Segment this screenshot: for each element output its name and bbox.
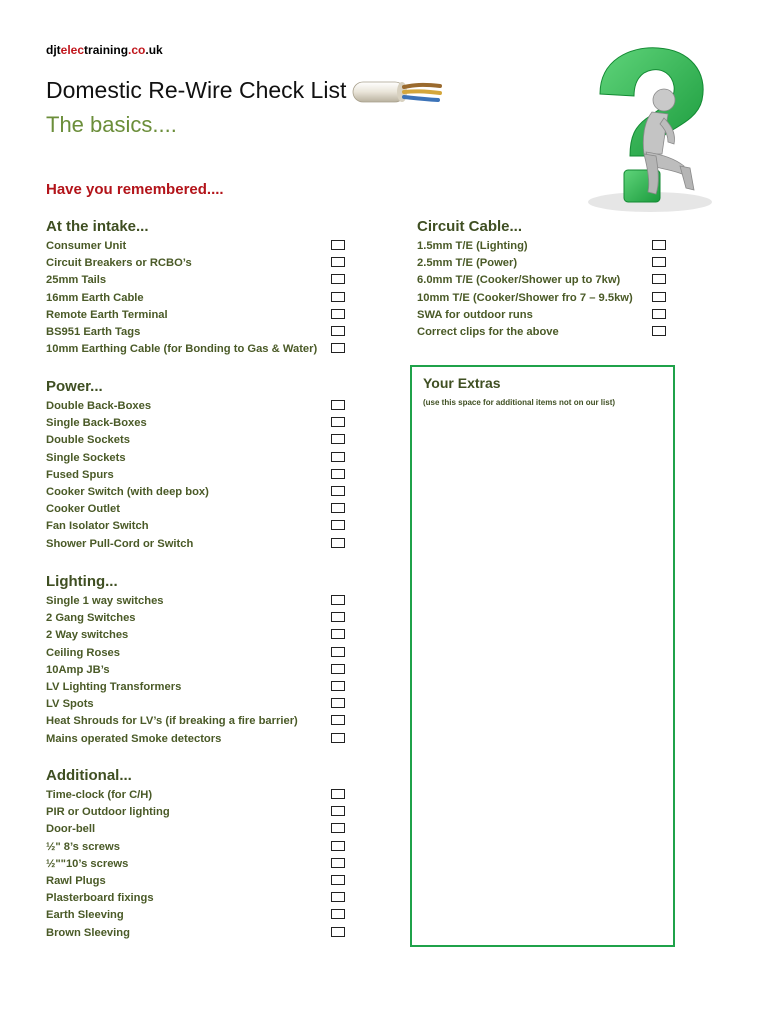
checklist-item (46, 713, 348, 730)
question-mark-figure-icon (578, 42, 723, 217)
item-label: Cooker Outlet (46, 503, 120, 516)
section-lighting (46, 571, 348, 748)
checklist-item (46, 307, 348, 324)
section-heading: Circuit Cable... (417, 218, 523, 235)
item-label: Door-bell (46, 823, 96, 836)
item-label: Shower Pull-Cord or Switch (46, 537, 194, 550)
checklist-item (46, 467, 348, 484)
item-label: Time-clock (for C/H) (46, 789, 153, 801)
checkbox[interactable] (331, 715, 345, 725)
section-power (46, 376, 348, 553)
checkbox[interactable] (331, 595, 345, 605)
checklist-item (46, 787, 348, 804)
section-additional (46, 765, 348, 942)
checklist-item (46, 272, 348, 289)
item-label: Double Sockets (46, 434, 130, 447)
section-heading: At the intake... (46, 218, 149, 235)
item-label: 1.5mm T/E (Lighting) (417, 240, 528, 252)
checklist-item (46, 398, 348, 415)
checklist-item (417, 324, 667, 341)
checklist-item (46, 432, 348, 449)
checkbox[interactable] (331, 927, 345, 937)
checkbox[interactable] (331, 400, 345, 410)
checkbox[interactable] (331, 469, 345, 479)
checklist-item (46, 341, 348, 358)
checkbox[interactable] (331, 520, 345, 530)
item-label: 6.0mm T/E (Cooker/Shower up to 7kw) (417, 274, 621, 287)
section-circuit-cable (417, 216, 667, 341)
section-heading: Power... (46, 378, 103, 395)
checkbox[interactable] (652, 292, 666, 302)
checkbox[interactable] (331, 292, 345, 302)
checklist-item (46, 679, 348, 696)
checklist (417, 238, 667, 341)
reminder-heading: Have you remembered.... (46, 181, 224, 198)
item-label: Brown Sleeving (46, 926, 130, 939)
checklist-item (46, 610, 348, 627)
checklist-item (46, 890, 348, 907)
item-label: Plasterboard fixings (46, 892, 154, 905)
item-label: LV Spots (46, 698, 94, 711)
item-label: Remote Earth Terminal (46, 308, 168, 321)
checkbox[interactable] (331, 875, 345, 885)
checkbox[interactable] (331, 503, 345, 513)
extras-note: (use this space for additional items not on our list) (423, 398, 616, 407)
item-label: Mains operated Smoke detectors (46, 732, 222, 745)
extras-box[interactable] (410, 365, 675, 947)
checkbox[interactable] (331, 486, 345, 496)
checkbox[interactable] (331, 612, 345, 622)
checklist-item (46, 415, 348, 432)
checklist-item (46, 873, 348, 890)
checklist-item (46, 627, 348, 644)
checklist-item (46, 536, 348, 553)
checkbox[interactable] (331, 452, 345, 462)
checklist-item (46, 450, 348, 467)
checkbox[interactable] (331, 841, 345, 851)
checklist (46, 398, 348, 553)
item-label: Fan Isolator Switch (46, 520, 149, 533)
checkbox[interactable] (331, 309, 345, 319)
checkbox[interactable] (331, 417, 345, 427)
item-label: 2 Gang Switches (46, 612, 136, 625)
checkbox[interactable] (331, 892, 345, 902)
checkbox[interactable] (652, 274, 666, 284)
item-label: Heat Shrouds for LV’s (if breaking a fire barrier) (46, 715, 298, 728)
checkbox[interactable] (331, 629, 345, 639)
checklist-item (417, 272, 667, 289)
checklist-item (46, 804, 348, 821)
checklist-item (46, 839, 348, 856)
item-label: Circuit Breakers or RCBO’s (46, 257, 192, 270)
section-intake (46, 216, 348, 358)
checklist-item (417, 307, 667, 324)
checklist-item (417, 238, 667, 255)
checklist-item (46, 925, 348, 942)
item-label: 10mm Earthing Cable (for Bonding to Gas & Water) (46, 343, 318, 356)
item-label: Correct clips for the above (417, 325, 559, 338)
checklist-item (417, 290, 667, 307)
subtitle: The basics.... (46, 112, 177, 137)
item-label: 2.5mm T/E (Power) (417, 257, 518, 270)
checklist-item (46, 593, 348, 610)
checkbox[interactable] (331, 647, 345, 657)
item-label: Single Back-Boxes (46, 417, 147, 430)
checklist-item (46, 821, 348, 838)
item-label: Rawl Plugs (46, 874, 106, 887)
item-label: 16mm Earth Cable (46, 291, 144, 304)
brand-url: djtelectraining.co.uk (46, 43, 163, 57)
cable-icon (352, 78, 444, 106)
checklist-item (46, 662, 348, 679)
item-label: Consumer Unit (46, 240, 127, 252)
checkbox[interactable] (331, 538, 345, 548)
checkbox[interactable] (331, 434, 345, 444)
section-heading: Lighting... (46, 573, 118, 590)
checkbox[interactable] (652, 257, 666, 267)
checklist-item (46, 324, 348, 341)
checkbox[interactable] (331, 698, 345, 708)
checklist-item (46, 856, 348, 873)
checkbox[interactable] (331, 343, 345, 353)
item-label: Cooker Switch (with deep box) (46, 485, 209, 498)
section-heading: Additional... (46, 767, 132, 784)
checkbox[interactable] (652, 240, 666, 250)
item-label: BS951 Earth Tags (46, 325, 141, 338)
item-label: Single 1 way switches (46, 595, 164, 607)
extras-heading: Your Extras (423, 375, 501, 391)
item-label: Ceiling Roses (46, 646, 120, 659)
item-label: Earth Sleeving (46, 909, 124, 922)
checklist (46, 238, 348, 358)
checkbox[interactable] (331, 664, 345, 674)
checkbox[interactable] (331, 858, 345, 868)
item-label: Single Sockets (46, 451, 126, 464)
page-title: Domestic Re-Wire Check List (46, 77, 347, 103)
checkbox[interactable] (331, 733, 345, 743)
checklist (46, 593, 348, 748)
item-label: ½""10’s screws (46, 857, 129, 870)
checklist-item (417, 255, 667, 272)
checklist-item (46, 484, 348, 501)
checklist-item (46, 290, 348, 307)
checkbox[interactable] (652, 309, 666, 319)
checklist-item (46, 518, 348, 535)
item-label: Fused Spurs (46, 468, 114, 481)
checklist-item (46, 696, 348, 713)
item-label: ½" 8’s screws (46, 840, 120, 853)
checkbox[interactable] (331, 789, 345, 799)
checklist-item (46, 645, 348, 662)
item-label: LV Lighting Transformers (46, 680, 182, 693)
checkbox[interactable] (331, 240, 345, 250)
item-label: 2 Way switches (46, 629, 129, 642)
checkbox[interactable] (331, 823, 345, 833)
checkbox[interactable] (331, 257, 345, 267)
item-label: 25mm Tails (46, 274, 107, 287)
checklist-item (46, 238, 348, 255)
checklist-item (46, 907, 348, 924)
item-label: PIR or Outdoor lighting (46, 806, 170, 819)
checklist-item (46, 255, 348, 272)
item-label: 10Amp JB’s (46, 663, 110, 676)
item-label: SWA for outdoor runs (417, 308, 533, 321)
checkbox[interactable] (652, 326, 666, 336)
checkbox[interactable] (331, 326, 345, 336)
checklist-item (46, 501, 348, 518)
checkbox[interactable] (331, 681, 345, 691)
item-label: 10mm T/E (Cooker/Shower fro 7 – 9.5kw) (417, 291, 633, 304)
checklist-item (46, 731, 348, 748)
checkbox[interactable] (331, 274, 345, 284)
item-label: Double Back-Boxes (46, 400, 152, 412)
checklist (46, 787, 348, 942)
checkbox[interactable] (331, 909, 345, 919)
checkbox[interactable] (331, 806, 345, 816)
